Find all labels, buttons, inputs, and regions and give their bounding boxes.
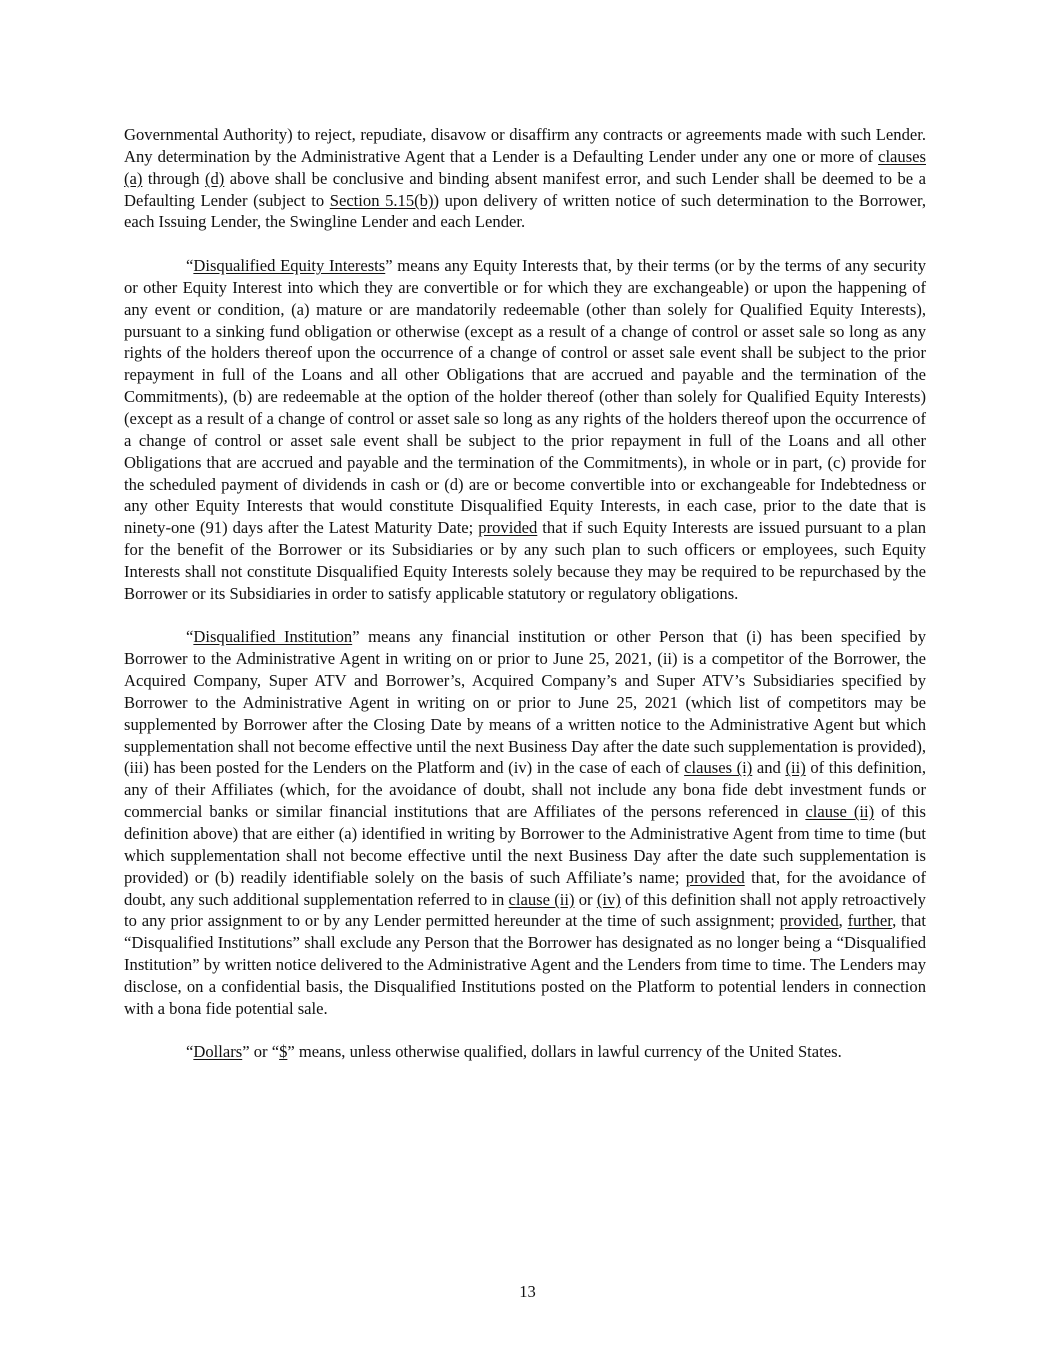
text: that if such Equity Interests are issued pursuant to a plan for the benefit of the Borrower or its Subsidiaries or by any such plan to such officers or employees, such Equity Interests shall not constitute Disqualified Equity Interests solely because they may be required to be repurchased by the Borrower or its Subsidiaries in order to satisfy applicable statutory or regulatory obligations. [124,518,926,603]
quote-mark: “ [186,256,194,276]
cross-reference: clauses (a) [124,146,926,188]
text: ” means any financial institution or other Person that (i) has been specified by Borrower to the Administrative Agent in writing on or prior to June 25, 2021, (ii) is a competitor of the Borrower, the Acquired Company, Super ATV and Borrower’s, Acquired Company’s and Super ATV’s Subsidiaries specified by Borrower to the Administrative Agent in writing on or prior to June 25, 2021 (which list of competitors may be supplemented by Borrower after the Closing Date by means of a written notice to the Administrative Agent but which supplementation shall not become effective until the next Business Day after the date such supplementation is provided), (iii) has been posted for the Lenders on the Platform and (iv) in the case of each of [124,627,927,778]
proviso-term: provided [478,518,538,538]
defined-term: Disqualified Equity Interests [193,256,386,276]
text: ) upon delivery of written notice of such determination to the Borrower, each Issuing Lender, the Swingline Lender and each Lender. [124,190,926,232]
defined-term: Disqualified Institution [193,627,353,647]
cross-reference: (d) [204,168,225,188]
cross-reference: clauses (i) [684,758,753,778]
text: that, for the avoidance of doubt, any such additional supplementation referred to in [124,867,927,909]
text: of this definition shall not apply retroactively to any prior assignment to or by any Lender permitted hereunder at the time of such assignment; [124,889,926,931]
proviso-term: provided [779,911,839,931]
cross-reference: (iv) [596,889,621,909]
text: ” means, unless otherwise qualified, dollars in lawful currency of the United States. [287,1042,842,1062]
document-body [124,124,926,1085]
quote-mark: “ [186,1042,194,1062]
text: of this definition above) that are either (a) identified in writing by Borrower to the Administrative Agent from time to time (but which supplementation shall not become effective until the next Business Day after the date such supplementation is provided) or (b) readily identifiable solely on the basis of such Affiliate’s name; [124,802,926,887]
text: of this definition, any of their Affiliates (which, for the avoidance of doubt, shall not include any bona fide debt investment funds or commercial banks or similar financial institutions that are Affiliates of the persons referenced in [124,758,926,822]
definition-disqualified-institution [124,626,926,1019]
quote-mark: “ [186,627,194,647]
defined-term: $ [279,1042,288,1062]
cross-reference: (ii) [785,758,806,778]
cross-reference: Section 5.15(b) [329,190,434,210]
defined-term: Dollars [193,1042,243,1062]
text: ” means any Equity Interests that, by their terms (or by the terms of any security or other Equity Interest into which they are convertible or for which they are exchangeable) or upon the happening of any event or condition, (a) mature or are mandatorily redeemable (other than solely for Qualified Equity Interests), pursuant to a sinking fund obligation or otherwise (except as a result of a change of control or asset sale so long as any rights of the holders thereof upon the occurrence of a change of control or asset sale event shall be subject to the prior repayment in full of the Loans and all other Obligations that are accrued and payable and the termination of the Commitments), (b) are redeemable at the option of the holder thereof (other than solely for Qualified Equity Interests) (except as a result of a change of control or asset sale so long as any rights of the holders thereof upon the occurrence of a change of control or asset sale event shall be subject to the prior repayment in full of the Loans and all other Obligations that are accrued and payable and the termination of the Commitments), in whole or in part, (c) provide for the scheduled payment of dividends in cash or (d) are or become convertible into or exchangeable for Indebtedness or any other Equity Interests that would constitute Disqualified Equity Interests, in each case, prior to the date that is ninety-one (91) days after the Latest Maturity Date; [124,256,926,538]
cross-reference: clause (ii) [508,889,575,909]
text: above shall be conclusive and binding absent manifest error, and such Lender shall be deemed to be a Defaulting Lender (subject to [124,168,926,210]
text: through [142,168,205,188]
definition-disqualified-equity-interests [124,255,926,605]
text: and [752,758,786,778]
page-number: 13 [519,1282,536,1301]
text: or [574,889,597,909]
text: ” or “ [242,1042,280,1062]
proviso-term: provided [685,867,745,887]
definition-dollars [124,1041,926,1063]
paragraph-defaulting-lender-continued [124,124,926,233]
text: , that “Disqualified Institutions” shall exclude any Person that the Borrower has designated as no longer being a “Disqualified Institution” by written notice delivered to the Administrative Agent and the Lenders from time to time. The Lenders may disclose, on a confidential basis, the Disqualified Institutions posted on the Platform to potential lenders in connection with a bona fide potential sale. [124,911,926,1018]
text: , [838,911,848,931]
cross-reference: clause (ii) [805,802,875,822]
proviso-term: further [847,911,893,931]
text: Governmental Authority) to reject, repudiate, disavow or disaffirm any contracts or agreements made with such Lender. Any determination by the Administrative Agent that a Lender is a Defaulting Lender under any one or more of [124,125,926,166]
